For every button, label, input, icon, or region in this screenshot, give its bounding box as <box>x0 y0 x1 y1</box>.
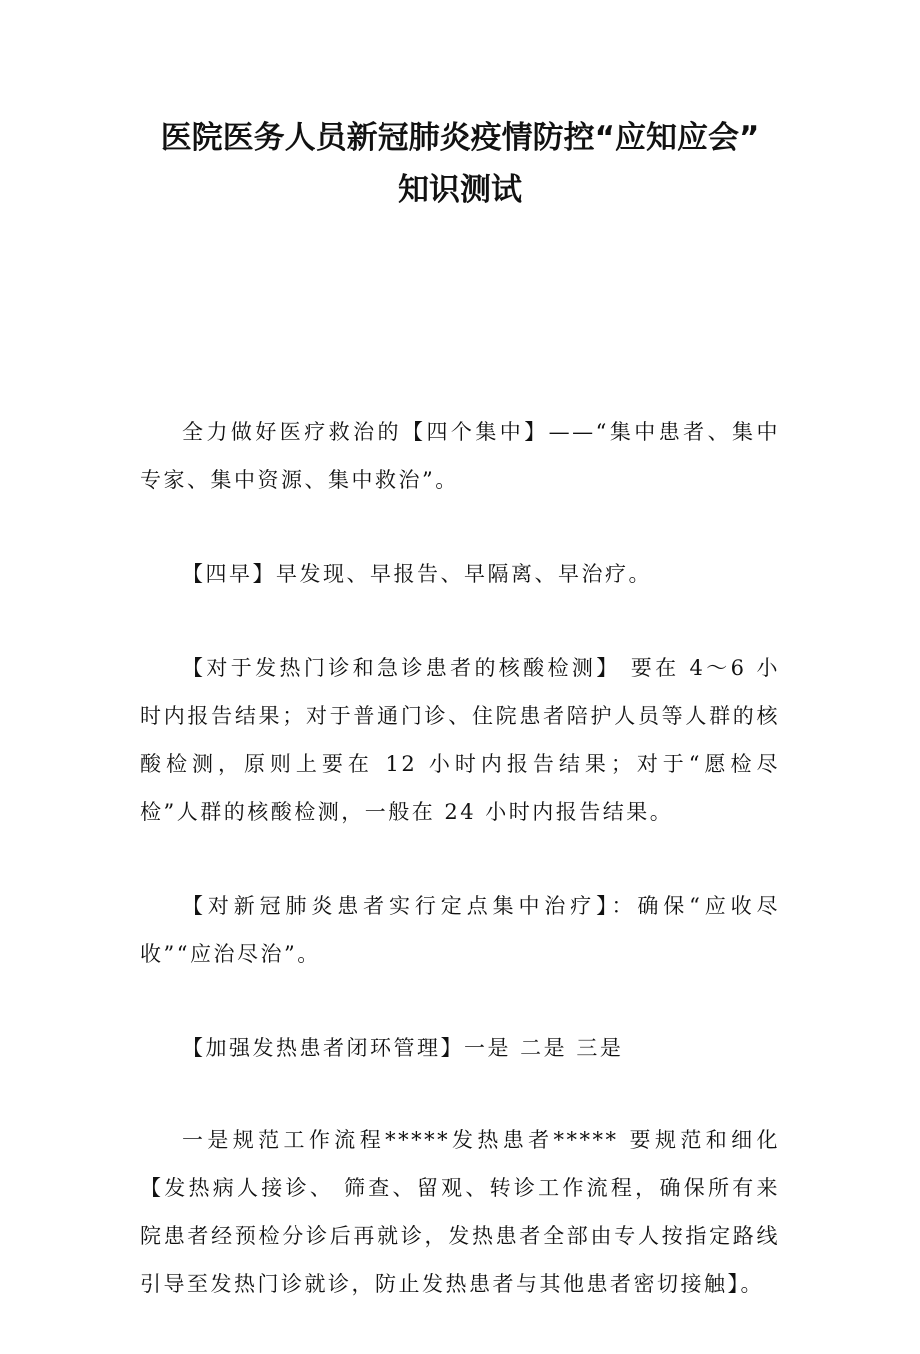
paragraph-four-early: 【四早】早发现、早报告、早隔离、早治疗。 <box>182 562 652 586</box>
title-line-2: 知识测试 <box>398 172 522 208</box>
document-title <box>90 112 830 216</box>
paragraph-nucleic-acid-testing: 【对于发热门诊和急诊患者的核酸检测】 要在 4～6 小时内报告结果；对于普通门诊、住院患者陪护人员等人群的核酸检测，原则上要在 12 小时内报告结果；对于“愿检尽检”人群的核酸检测，一般在 24 小时内报告结果。 <box>140 656 780 824</box>
paragraph-closed-loop-management: 【加强发热患者闭环管理】一是 二是 三是 <box>182 1036 624 1060</box>
paragraph-standardize-workflow: 一是规范工作流程*****发热患者***** 要规范和细化【发热病人接诊、 筛查、留观、转诊工作流程，确保所有来院患者经预检分诊后再就诊，发热患者全部由专人按指定路线引导至发热门诊就诊，防止发热患者与其他患者密切接触】。 <box>140 1128 780 1296</box>
paragraph-designated-treatment: 【对新冠肺炎患者实行定点集中治疗】：确保“应收尽收”“应治尽治”。 <box>140 894 780 966</box>
title-line-1: 医院医务人员新冠肺炎疫情防控“应知应会” <box>160 120 760 156</box>
document-body <box>140 408 780 1354</box>
paragraph-four-concentrations: 全力做好医疗救治的【四个集中】——“集中患者、集中专家、集中资源、集中救治”。 <box>140 420 780 492</box>
